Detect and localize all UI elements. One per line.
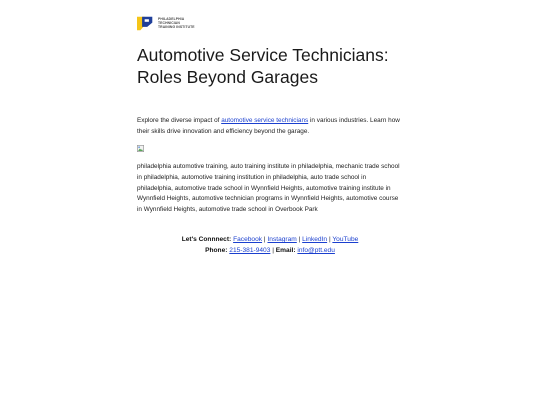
logo-line-2: TECHNICIAN <box>158 20 180 25</box>
linkedin-link[interactable]: LinkedIn <box>302 236 328 243</box>
separator: | <box>262 236 268 243</box>
instagram-link[interactable]: Instagram <box>267 236 297 243</box>
logo-mark-icon <box>137 15 154 32</box>
contact-line <box>137 245 403 256</box>
logo-line-1: PHILADELPHIA <box>158 16 185 21</box>
email-label: Email: <box>275 247 296 254</box>
social-line <box>137 234 403 245</box>
intro-text-before: Explore the diverse impact of <box>137 117 222 124</box>
email-link[interactable]: info@ptt.edu <box>297 247 335 254</box>
facebook-link[interactable]: Facebook <box>233 236 263 243</box>
technicians-link[interactable]: automotive service technicians <box>221 117 309 124</box>
separator: | <box>327 236 333 243</box>
logo-text <box>158 17 195 30</box>
connect-label: Let's Connnect: <box>181 236 232 243</box>
phone-label: Phone: <box>205 247 228 254</box>
separator: | <box>296 236 303 243</box>
intro-paragraph <box>137 115 403 137</box>
broken-image-icon <box>137 145 144 152</box>
content-container <box>137 14 403 254</box>
logo-line-3: TRAINING INSTITUTE <box>158 25 195 30</box>
separator: | <box>270 247 276 254</box>
keywords-paragraph: philadelphia automotive training, auto training institute in philadelphia, mechanic trade school in philadelphia, automotive training institution in philadelphia, auto trade school in philadelphia, automotive trade school in Wynnfield Heights, automotive training institute in Wynnfield Heights, automotive technician programs in Wynnfield Heights, automotive course in Wynnfield Heights, automotive trade school in Overbook Park <box>137 163 400 214</box>
site-logo[interactable] <box>137 14 403 32</box>
youtube-link[interactable]: YouTube <box>332 236 359 243</box>
intro-text-after: in various industries. Learn how their skills drive innovation and efficiency beyond the garage. <box>137 117 400 135</box>
phone-link[interactable]: 215-381-9403 <box>229 247 271 254</box>
page-title: Automotive Service Technicians: Roles Beyond Garages <box>137 45 389 87</box>
footer <box>137 234 403 256</box>
